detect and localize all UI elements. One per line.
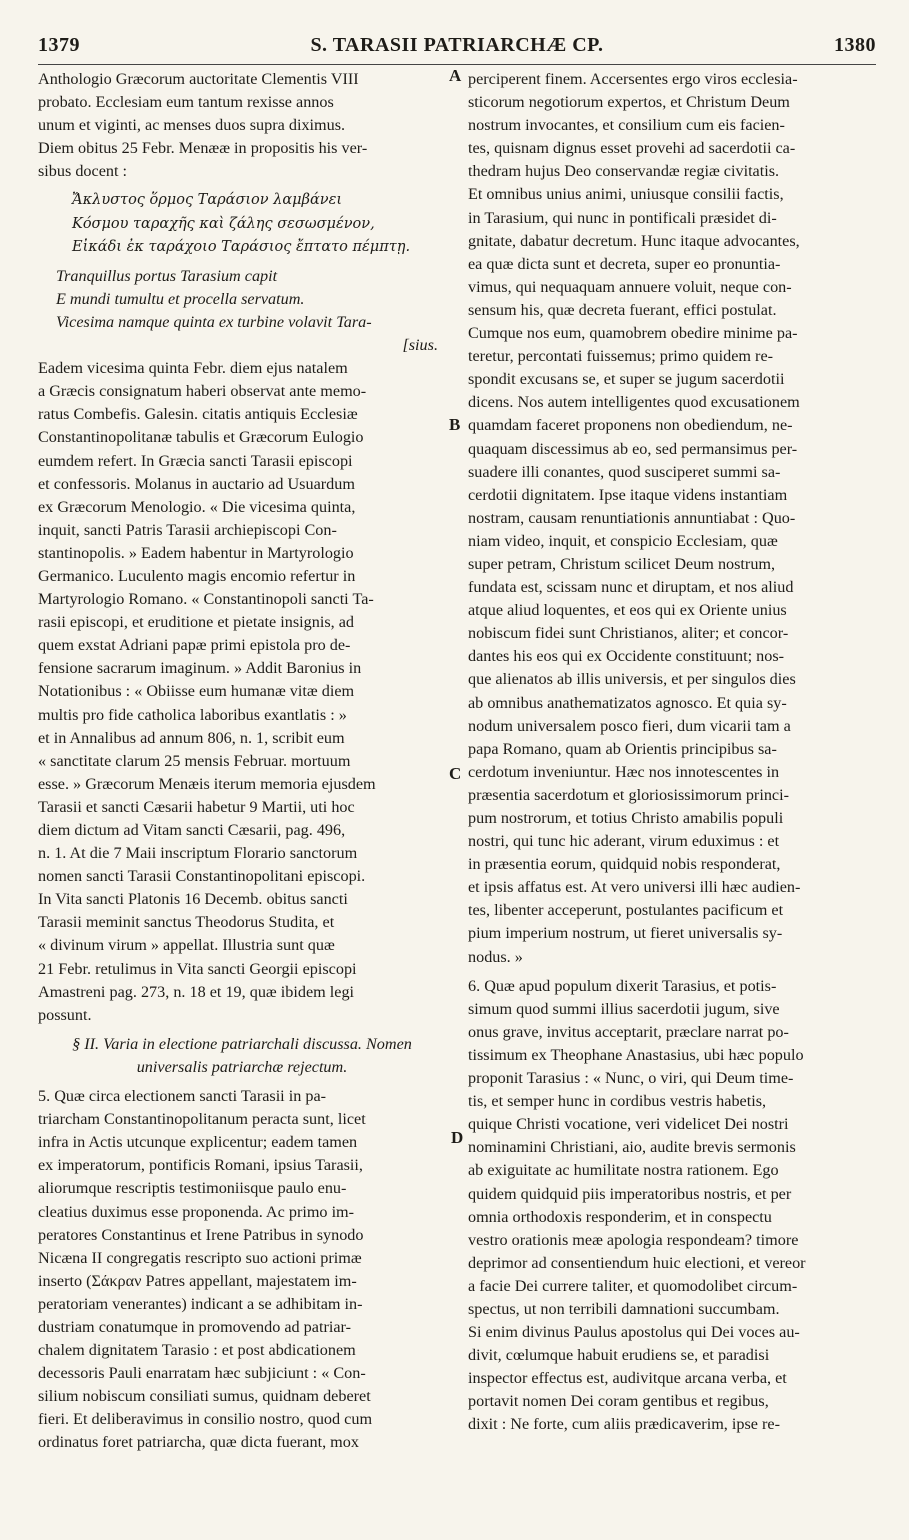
- text-line: vimus, qui nequaquam annuere voluit, neque con-: [468, 277, 792, 296]
- text-line: a facie Dei currere taliter, et quomodolibet circum-: [468, 1276, 798, 1295]
- text-line: eumdem refert. In Græcia sancti Tarasii episcopi: [38, 451, 353, 470]
- text-line: in præsentia eorum, quidquid nobis responderat,: [468, 855, 781, 874]
- text-line: cleatius duximus esse proponenda. Ac primo im-: [38, 1202, 355, 1221]
- text-line: nodum universalem posco fieri, dum vicarii tam a: [468, 716, 791, 735]
- margin-letter-d: D: [451, 1128, 464, 1147]
- text-line: et confessoris. Molanus in auctario ad Usuardum: [38, 474, 355, 493]
- text-line: universalis patriarchæ rejectum.: [136, 1057, 348, 1076]
- text-line: niam video, inquit, et conspicio Ecclesiam, quæ: [468, 531, 778, 550]
- text-line: et in Annalibus ad annum 806, n. 1, scribit eum: [38, 728, 345, 747]
- text-line: dustriam conatumque in promovendo ad patriar-: [38, 1317, 351, 1336]
- text-line: Eadem vicesima quinta Febr. diem ejus natalem: [38, 359, 348, 378]
- text-line: inspector effectus est, audivitque arcana verba, et: [468, 1369, 787, 1388]
- text-line: in Tarasium, qui nunc in pontificali præsidet di-: [468, 208, 777, 227]
- text-line: 5. Quæ circa electionem sancti Tarasii in pa-: [38, 1087, 327, 1106]
- text-line: papa Romano, quam ab Orientis principibus sa-: [468, 739, 777, 758]
- margin-letter-c: C: [449, 764, 462, 783]
- text-line: quem exstat Adriani papæ primi epistola pro de-: [38, 636, 351, 655]
- text-line: tis, et semper hunc in cordibus vestris habetis,: [468, 1092, 767, 1111]
- text-line: sticorum negotiorum expertos, et Christum Deum: [468, 93, 790, 112]
- text-line: Notationibus : « Obiisse eum humanæ vitæ diem: [38, 682, 355, 701]
- text-line: divit, cœlumque habuit erudiens se, et paradisi: [468, 1346, 770, 1365]
- margin-letter-b: B: [449, 415, 461, 434]
- text-line: Constantinopolitanæ tabulis et Græcorum Eulogio: [38, 428, 364, 447]
- text-line: fensione sacrarum imaginum. » Addit Baronius in: [38, 659, 362, 678]
- text-line: peratores Constantinus et Irene Patribus in synodo: [38, 1225, 364, 1244]
- latin-verse: [38, 265, 446, 334]
- text-line: dixit : Ne forte, cum aliis prædicaverim, ipse re-: [468, 1415, 780, 1434]
- text-line: Cumque nos eum, quamobrem obedire minime pa-: [468, 324, 798, 343]
- text-line: fundata est, scissam nunc et diruptam, et nos aliud: [468, 578, 794, 597]
- text-line: præsentia sacerdotum et gloriosissimorum princi-: [468, 785, 789, 804]
- text-line: ex imperatorum, pontificis Romani, ipsius Tarasii,: [38, 1156, 363, 1175]
- paragraph-electio: [38, 1085, 446, 1455]
- text-line: diem dictum ad Vitam sancti Cæsarii, pag. 496,: [38, 821, 346, 839]
- text-line: ab exiguitate ac humilitate nostra rationem. Ego: [468, 1161, 779, 1180]
- running-header: [38, 34, 876, 65]
- text-line: inquit, sancti Patris Tarasii archiepiscopi Con-: [38, 520, 337, 539]
- text-line: nostri, qui tunc hic aderant, virum eduximus : et: [468, 832, 780, 851]
- text-line: esse. » Græcorum Menæis iterum memoria ejusdem: [38, 774, 376, 793]
- text-line: Ἄκλυστος ὅρμος Ταράσιον λαμβάνει: [72, 192, 343, 209]
- text-line: rasii episcopi, et eruditione et pietate insignis, ad: [38, 613, 355, 632]
- text-line: ab omnibus anathematizatos agnosco. Et quia sy-: [468, 693, 787, 712]
- text-line: chalem dignitatem Tarasio : et post abdicationem: [38, 1341, 356, 1360]
- text-line: silium nobiscum consiliati sumus, quidnam deberet: [38, 1387, 371, 1406]
- paragraph-rescriptum: [468, 68, 878, 969]
- text-line: vestro orationis meæ apologia respondeam? timore: [468, 1230, 799, 1249]
- text-line: E mundi tumultu et procella servatum.: [56, 289, 305, 308]
- text-line: cerdotum inveniuntur. Hæc nos innotescentes in: [468, 762, 780, 781]
- right-column: [468, 68, 878, 1437]
- page-number-right: 1380: [834, 34, 876, 56]
- text-line: possunt.: [38, 1005, 92, 1024]
- text-line: et ipsis affatus est. At vero universi illi hæc audien-: [468, 878, 801, 897]
- latin-verse-end: [sius.: [402, 336, 438, 355]
- text-line: Tarasii et sancti Cæsarii habetur 9 Martii, uti hoc: [38, 797, 355, 816]
- left-column: [38, 68, 446, 1455]
- text-line: aliorumque rescriptis testimoniisque paulo enu-: [38, 1179, 347, 1198]
- text-line: stantinopolis. » Eadem habentur in Martyrologio: [38, 543, 354, 562]
- text-line: inserto (Σάκραν Patres appellant, majestatem im-: [38, 1271, 357, 1290]
- text-line: Tranquillus portus Tarasium capit: [56, 266, 278, 285]
- paragraph-intro: [38, 68, 446, 183]
- text-line: 21 Febr. retulimus in Vita sancti Georgii episcopi: [38, 959, 357, 978]
- text-line: pium imperium nostrum, ut fieret universalis sy-: [468, 924, 783, 943]
- text-line: « divinum virum » appellat. Illustria sunt quæ: [38, 936, 335, 955]
- text-line: ea quæ dicta sunt et decreta, super eo pronuntia-: [468, 254, 781, 273]
- text-line: Εἰκάδι ἐκ ταράχοιο Ταράσιος ἔπτατο πέμπτῃ.: [72, 238, 411, 255]
- text-line: sibus docent :: [38, 162, 128, 181]
- text-line: nodus. »: [468, 947, 523, 966]
- text-line: Vicesima namque quinta ex turbine volavit Tara-: [56, 312, 372, 331]
- text-line: dantes his eos qui ex Occidente constituunt; nos-: [468, 647, 785, 666]
- text-line: Diem obitus 25 Febr. Menææ in propositis his ver-: [38, 139, 368, 158]
- text-line: portavit nomen Dei coram gentibus et regibus,: [468, 1392, 769, 1411]
- text-line: decessoris Pauli enarratam hæc subjiciunt : « Con-: [38, 1364, 366, 1383]
- text-line: Martyrologio Romano. « Constantinopoli sancti Ta-: [38, 590, 374, 609]
- text-line: Et omnibus unius animi, uniusque consilii factis,: [468, 185, 784, 204]
- text-line: quaquam discessimus ab eo, sed permansimus per-: [468, 439, 798, 458]
- text-line: nostrum invocantes, et consilium cum eis facien-: [468, 116, 785, 135]
- text-line: quidem quidquid piis imperatoribus nostris, et per: [468, 1184, 792, 1203]
- text-line: spectus, ut non terribili damnationi succumbam.: [468, 1299, 780, 1318]
- paragraph-populus: [468, 975, 878, 1437]
- text-line: « sanctitate clarum 25 mensis Februar. mortuum: [38, 751, 351, 770]
- text-line: a Græcis consignatum haberi observat ante memo-: [38, 382, 367, 401]
- text-line: nostram, causam renuntiationis annuntiabat : Quo-: [468, 508, 796, 527]
- text-line: ratus Combefis. Galesin. citatis antiquis Ecclesiæ: [38, 405, 358, 424]
- text-line: perciperent finem. Accersentes ergo viros ecclesia-: [468, 70, 798, 88]
- text-line: triarcham Constantinopolitanum peracta sunt, licet: [38, 1110, 366, 1129]
- text-line: thedram hujus Deo conservandæ regiæ civitatis.: [468, 162, 780, 181]
- page-number-left: 1379: [38, 34, 80, 56]
- text-line: § II. Varia in electione patriarchali discussa. Nomen: [72, 1034, 412, 1053]
- text-line: fieri. Et deliberavimus in consilio nostro, quod cum: [38, 1410, 373, 1429]
- text-line: ordinatus foret patriarcha, quæ dicta fuerant, mox: [38, 1433, 359, 1452]
- text-line: tes, quisnam dignus esset provehi ad sacerdotii ca-: [468, 139, 796, 158]
- text-line: probato. Ecclesiam eum tantum rexisse annos: [38, 93, 334, 112]
- text-line: nominamini Christiani, aio, audite brevis sermonis: [468, 1138, 796, 1157]
- text-line: gnitate, dabatur decretum. Hunc itaque advocantes,: [468, 231, 800, 250]
- text-line: multis pro fide catholica laboribus exantlatis : »: [38, 705, 347, 724]
- text-line: peratoriam venerantes) indicant a se adhibitam in-: [38, 1294, 363, 1313]
- text-line: simum quod summi illius sacerdotii jugum, sive: [468, 999, 780, 1018]
- text-line: onus grave, invitus acceptarit, præclare narrat po-: [468, 1022, 789, 1041]
- text-line: quamdam faceret proponens non obediendum, ne-: [468, 416, 793, 435]
- text-line: deprimor ad consentiendum huic electioni, et vereor: [468, 1253, 806, 1272]
- text-line: Amastreni pag. 273, n. 18 et 19, quæ ibidem legi: [38, 982, 355, 1001]
- text-line: pum nostrorum, et totius Christo amabilis populi: [468, 809, 784, 827]
- text-line: proponit Tarasius : « Nunc, o viri, qui Deum time-: [468, 1069, 794, 1088]
- text-line: que alienatos ab illis universis, et per singulos dies: [468, 670, 796, 689]
- text-line: spondit excusans se, et super se jugum sacerdotii: [468, 370, 785, 389]
- text-line: Si enim divinus Paulus apostolus qui Dei voces au-: [468, 1323, 800, 1342]
- text-line: Anthologio Græcorum auctoritate Clementis VIII: [38, 70, 359, 88]
- text-line: tes, libenter acceperunt, postulantes pacificum et: [468, 901, 784, 920]
- text-line: cerdotii dignitatem. Ipse itaque videns instantiam: [468, 485, 788, 504]
- text-line: quique Christi vocatione, veri videlicet Dei nostri: [468, 1115, 789, 1134]
- text-line: Nicæna II congregatis rescripto suo actioni primæ: [38, 1248, 362, 1267]
- text-line: super petram, Christum scilicet Deum nostrum,: [468, 554, 776, 573]
- text-line: Κόσμου ταραχῆς καὶ ζάλης σεσωσμένον,: [72, 215, 375, 232]
- page-title: S. TARASII PATRIARCHÆ CP.: [310, 34, 604, 56]
- text-line: nobiscum fidei sunt Christianos, aliter; et concor-: [468, 624, 789, 643]
- text-line: Germanico. Luculento magis encomio refertur in: [38, 566, 356, 585]
- text-line: nomen sancti Tarasii Constantinopolitani episcopi.: [38, 867, 366, 886]
- text-line: sensum his, quæ decreta fuerant, effici postulat.: [468, 300, 777, 319]
- margin-letter-a: A: [449, 66, 462, 85]
- section-heading: [38, 1033, 446, 1079]
- text-line: In Vita sancti Platonis 16 Decemb. obitus sancti: [38, 890, 348, 909]
- text-line: suadere illi conantes, quod susciperet summi sa-: [468, 462, 781, 481]
- text-line: infra in Actis utcunque explicentur; eadem tamen: [38, 1133, 358, 1152]
- greek-verse: [38, 189, 446, 258]
- text-line: n. 1. At die 7 Maii inscriptum Florario sanctorum: [38, 844, 358, 863]
- text-line: tissimum ex Theophane Anastasius, ubi hæc populo: [468, 1045, 804, 1064]
- text-line: atque aliud loquentes, et eos qui ex Oriente unius: [468, 601, 787, 620]
- text-line: Tarasii meminit sanctus Theodorus Studita, et: [38, 913, 335, 932]
- text-line: ex Græcorum Menologio. « Die vicesima quinta,: [38, 497, 356, 516]
- text-line: 6. Quæ apud populum dixerit Tarasius, et potis-: [468, 976, 777, 995]
- paragraph-natalis: [38, 357, 446, 1027]
- text-line: unum et viginti, ac menses duos supra diximus.: [38, 116, 346, 135]
- text-line: dicens. Nos autem intelligentes quod excusationem: [468, 393, 800, 412]
- text-line: omnia orthodoxis responderim, et in conspectu: [468, 1207, 772, 1226]
- text-line: teretur, percontati fuissemus; primo quidem re-: [468, 347, 774, 366]
